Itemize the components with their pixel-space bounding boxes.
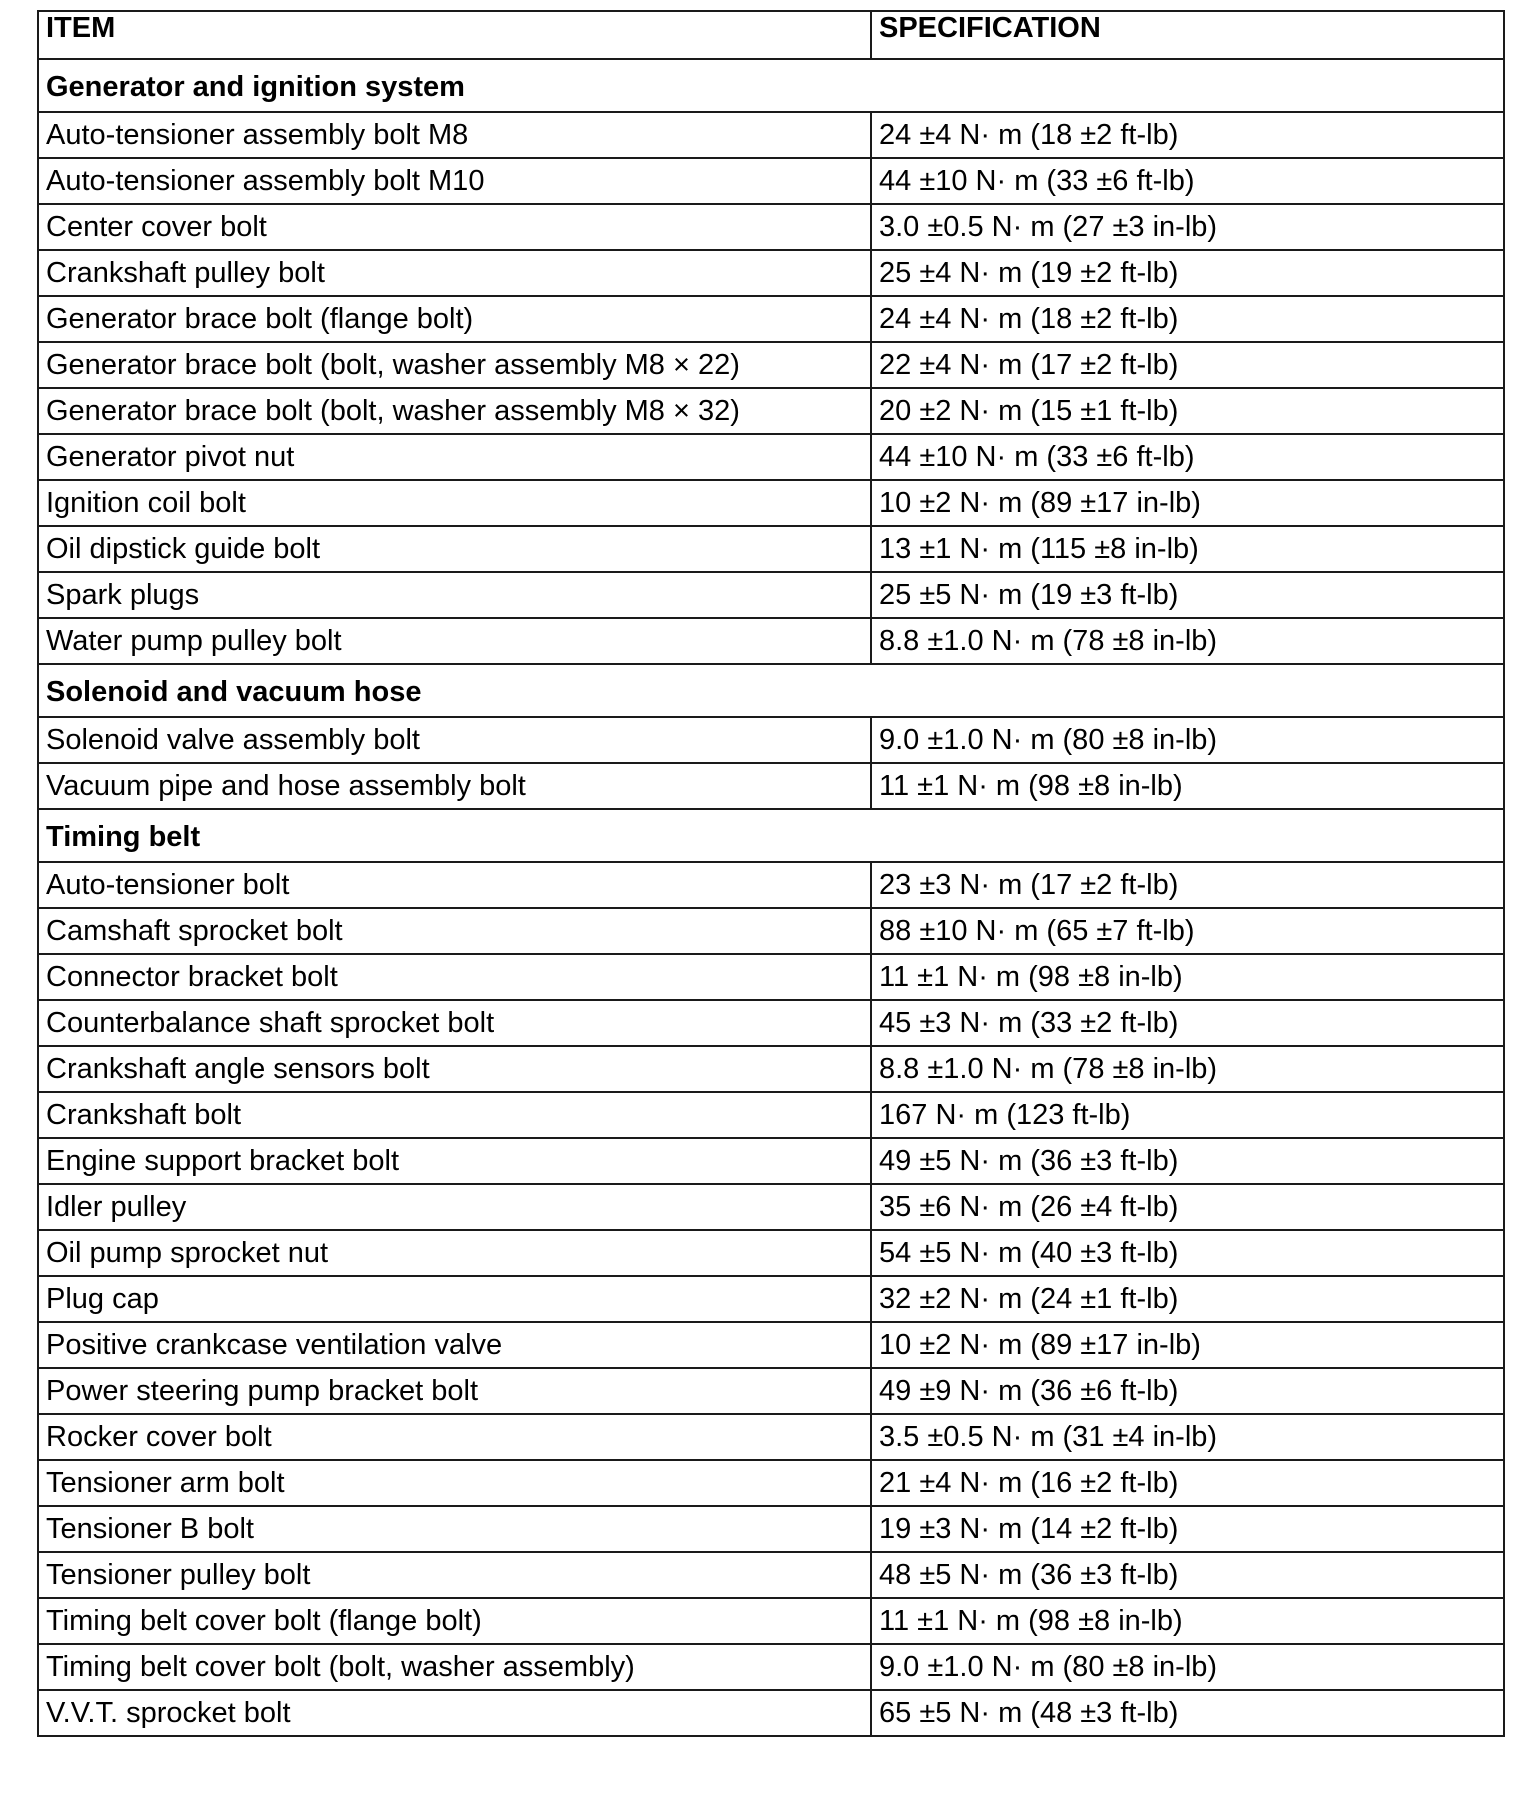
- table-row: [38, 1230, 1504, 1276]
- spec-cell: 11 ±1 N· m (98 ±8 in-lb): [871, 1598, 1504, 1644]
- table-row: [38, 434, 1504, 480]
- item-cell: Center cover bolt: [38, 204, 871, 250]
- table-row: [38, 1460, 1504, 1506]
- table-row: [38, 618, 1504, 664]
- table-row: [38, 1184, 1504, 1230]
- table-row: [38, 342, 1504, 388]
- item-cell: V.V.T. sprocket bolt: [38, 1690, 871, 1736]
- table-header-row: [38, 11, 1504, 59]
- section-row: [38, 664, 1504, 717]
- spec-cell: 3.0 ±0.5 N· m (27 ±3 in-lb): [871, 204, 1504, 250]
- table-row: [38, 572, 1504, 618]
- spec-cell: 49 ±5 N· m (36 ±3 ft-lb): [871, 1138, 1504, 1184]
- spec-cell: 9.0 ±1.0 N· m (80 ±8 in-lb): [871, 1644, 1504, 1690]
- spec-cell: 22 ±4 N· m (17 ±2 ft-lb): [871, 342, 1504, 388]
- table-row: [38, 204, 1504, 250]
- spec-cell: 49 ±9 N· m (36 ±6 ft-lb): [871, 1368, 1504, 1414]
- spec-cell: 8.8 ±1.0 N· m (78 ±8 in-lb): [871, 1046, 1504, 1092]
- item-cell: Tensioner arm bolt: [38, 1460, 871, 1506]
- table-row: [38, 1046, 1504, 1092]
- section-title: Solenoid and vacuum hose: [38, 664, 1504, 717]
- item-cell: Spark plugs: [38, 572, 871, 618]
- table-row: [38, 112, 1504, 158]
- item-cell: Power steering pump bracket bolt: [38, 1368, 871, 1414]
- spec-cell: 10 ±2 N· m (89 ±17 in-lb): [871, 480, 1504, 526]
- item-cell: Generator brace bolt (bolt, washer assembly M8 × 32): [38, 388, 871, 434]
- spec-cell: 167 N· m (123 ft-lb): [871, 1092, 1504, 1138]
- item-cell: Water pump pulley bolt: [38, 618, 871, 664]
- item-cell: Generator pivot nut: [38, 434, 871, 480]
- table-row: [38, 1506, 1504, 1552]
- spec-cell: 35 ±6 N· m (26 ±4 ft-lb): [871, 1184, 1504, 1230]
- table-row: [38, 862, 1504, 908]
- item-cell: Ignition coil bolt: [38, 480, 871, 526]
- table-row: [38, 1276, 1504, 1322]
- item-cell: Solenoid valve assembly bolt: [38, 717, 871, 763]
- spec-cell: 21 ±4 N· m (16 ±2 ft-lb): [871, 1460, 1504, 1506]
- spec-cell: 11 ±1 N· m (98 ±8 in-lb): [871, 763, 1504, 809]
- item-cell: Crankshaft angle sensors bolt: [38, 1046, 871, 1092]
- spec-cell: 25 ±4 N· m (19 ±2 ft-lb): [871, 250, 1504, 296]
- table-row: [38, 1644, 1504, 1690]
- table-row: [38, 908, 1504, 954]
- spec-cell: 9.0 ±1.0 N· m (80 ±8 in-lb): [871, 717, 1504, 763]
- section-row: [38, 59, 1504, 112]
- spec-cell: 45 ±3 N· m (33 ±2 ft-lb): [871, 1000, 1504, 1046]
- table-row: [38, 526, 1504, 572]
- spec-cell: 24 ±4 N· m (18 ±2 ft-lb): [871, 296, 1504, 342]
- table-row: [38, 1690, 1504, 1736]
- item-cell: Rocker cover bolt: [38, 1414, 871, 1460]
- item-cell: Generator brace bolt (flange bolt): [38, 296, 871, 342]
- item-cell: Idler pulley: [38, 1184, 871, 1230]
- item-cell: Auto-tensioner assembly bolt M10: [38, 158, 871, 204]
- header-item: ITEM: [38, 11, 871, 59]
- item-cell: Counterbalance shaft sprocket bolt: [38, 1000, 871, 1046]
- spec-cell: 24 ±4 N· m (18 ±2 ft-lb): [871, 112, 1504, 158]
- table-row: [38, 1000, 1504, 1046]
- item-cell: Timing belt cover bolt (flange bolt): [38, 1598, 871, 1644]
- spec-cell: 25 ±5 N· m (19 ±3 ft-lb): [871, 572, 1504, 618]
- item-cell: Timing belt cover bolt (bolt, washer assembly): [38, 1644, 871, 1690]
- table-row: [38, 296, 1504, 342]
- table-row: [38, 1552, 1504, 1598]
- item-cell: Oil dipstick guide bolt: [38, 526, 871, 572]
- spec-cell: 54 ±5 N· m (40 ±3 ft-lb): [871, 1230, 1504, 1276]
- item-cell: Plug cap: [38, 1276, 871, 1322]
- item-cell: Oil pump sprocket nut: [38, 1230, 871, 1276]
- item-cell: Tensioner pulley bolt: [38, 1552, 871, 1598]
- header-specification: SPECIFICATION: [871, 11, 1504, 59]
- spec-cell: 32 ±2 N· m (24 ±1 ft-lb): [871, 1276, 1504, 1322]
- spec-cell: 13 ±1 N· m (115 ±8 in-lb): [871, 526, 1504, 572]
- table-row: [38, 1138, 1504, 1184]
- spec-cell: 20 ±2 N· m (15 ±1 ft-lb): [871, 388, 1504, 434]
- table-row: [38, 480, 1504, 526]
- table-row: [38, 954, 1504, 1000]
- table-row: [38, 1092, 1504, 1138]
- spec-cell: 3.5 ±0.5 N· m (31 ±4 in-lb): [871, 1414, 1504, 1460]
- item-cell: Tensioner B bolt: [38, 1506, 871, 1552]
- table-row: [38, 1368, 1504, 1414]
- item-cell: Camshaft sprocket bolt: [38, 908, 871, 954]
- table-row: [38, 1414, 1504, 1460]
- spec-cell: 23 ±3 N· m (17 ±2 ft-lb): [871, 862, 1504, 908]
- table-row: [38, 763, 1504, 809]
- item-cell: Generator brace bolt (bolt, washer assembly M8 × 22): [38, 342, 871, 388]
- table-row: [38, 1322, 1504, 1368]
- spec-cell: 65 ±5 N· m (48 ±3 ft-lb): [871, 1690, 1504, 1736]
- section-title: Timing belt: [38, 809, 1504, 862]
- spec-cell: 11 ±1 N· m (98 ±8 in-lb): [871, 954, 1504, 1000]
- section-title: Generator and ignition system: [38, 59, 1504, 112]
- item-cell: Crankshaft pulley bolt: [38, 250, 871, 296]
- torque-spec-table: [37, 10, 1505, 1737]
- table-row: [38, 388, 1504, 434]
- table-row: [38, 158, 1504, 204]
- spec-cell: 48 ±5 N· m (36 ±3 ft-lb): [871, 1552, 1504, 1598]
- item-cell: Vacuum pipe and hose assembly bolt: [38, 763, 871, 809]
- spec-cell: 44 ±10 N· m (33 ±6 ft-lb): [871, 158, 1504, 204]
- spec-cell: 44 ±10 N· m (33 ±6 ft-lb): [871, 434, 1504, 480]
- table-row: [38, 250, 1504, 296]
- item-cell: Engine support bracket bolt: [38, 1138, 871, 1184]
- item-cell: Connector bracket bolt: [38, 954, 871, 1000]
- item-cell: Auto-tensioner bolt: [38, 862, 871, 908]
- spec-cell: 8.8 ±1.0 N· m (78 ±8 in-lb): [871, 618, 1504, 664]
- item-cell: Crankshaft bolt: [38, 1092, 871, 1138]
- section-row: [38, 809, 1504, 862]
- item-cell: Positive crankcase ventilation valve: [38, 1322, 871, 1368]
- spec-cell: 19 ±3 N· m (14 ±2 ft-lb): [871, 1506, 1504, 1552]
- table-row: [38, 1598, 1504, 1644]
- spec-cell: 88 ±10 N· m (65 ±7 ft-lb): [871, 908, 1504, 954]
- item-cell: Auto-tensioner assembly bolt M8: [38, 112, 871, 158]
- table-body: [38, 59, 1504, 1736]
- table-row: [38, 717, 1504, 763]
- spec-cell: 10 ±2 N· m (89 ±17 in-lb): [871, 1322, 1504, 1368]
